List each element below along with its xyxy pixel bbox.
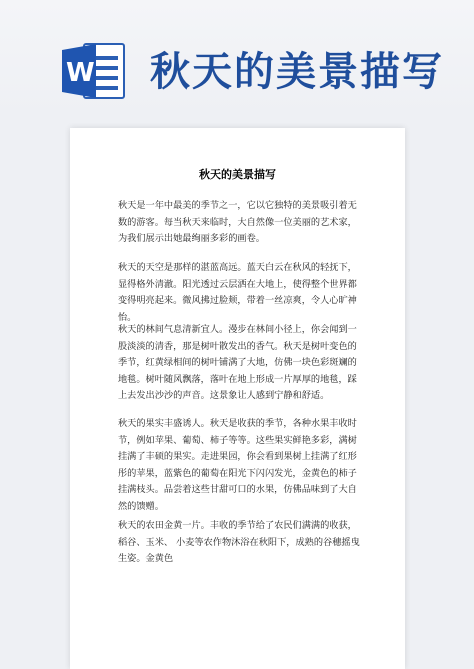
paragraph-5: 秋天的农田金黄一片。丰收的季节给了农民们满满的收获，稻谷、玉米、 小麦等农作物沐浴在秋阳下，成熟的谷穗摇曳生姿。金黄色 [118, 520, 360, 564]
document-page [70, 128, 405, 669]
paragraph-4: 秋天的果实丰盛诱人。秋天是收获的季节，各种水果丰收时节，例如苹果、葡萄、柿子等等。这些果实鲜艳多彩，满树挂满了丰硕的果实。走进果园，你会看到果树上挂满了红形彤的苹果，蓝紫色的葡萄在阳光下闪闪发光，金黄色的柿子挂满枝头。品尝着这些甘甜可口的水果，仿佛品味到了大自然的馈赠。 [118, 418, 357, 512]
banner [0, 0, 474, 118]
paragraph-1: 秋天是一年中最美的季节之一，它以它独特的美景吸引着无数的游客。每当秋天来临时，大自然像一位美丽的艺术家，为我们展示出她最绚丽多彩的画卷。 [118, 200, 357, 244]
document-title: 秋天的美景描写 [199, 168, 276, 181]
paragraph-3: 秋天的林间气息清新宜人。漫步在林间小径上，你会闻到一股淡淡的清香，那是树叶散发出的香气。秋天是树叶变色的季节，红黄绿相间的树叶铺满了大地，仿佛一块色彩斑斓的地毯。树叶随风飘落，落叶在地上形成一片厚厚的地毯，踩上去发出沙沙的声音。这景象让人感到宁静和舒适。 [118, 324, 357, 401]
banner-title: 秋天的美景描写 [150, 48, 444, 95]
svg-text:W: W [66, 58, 95, 88]
paragraph-2: 秋天的天空是那样的湛蓝高远。蓝天白云在秋风的轻抚下，显得格外清澈。阳光透过云层洒在大地上，使得整个世界都变得明亮起来。微风拂过脸颊，带着一丝凉爽，令人心旷神怡。 [118, 262, 357, 323]
word-document-icon [60, 40, 128, 102]
